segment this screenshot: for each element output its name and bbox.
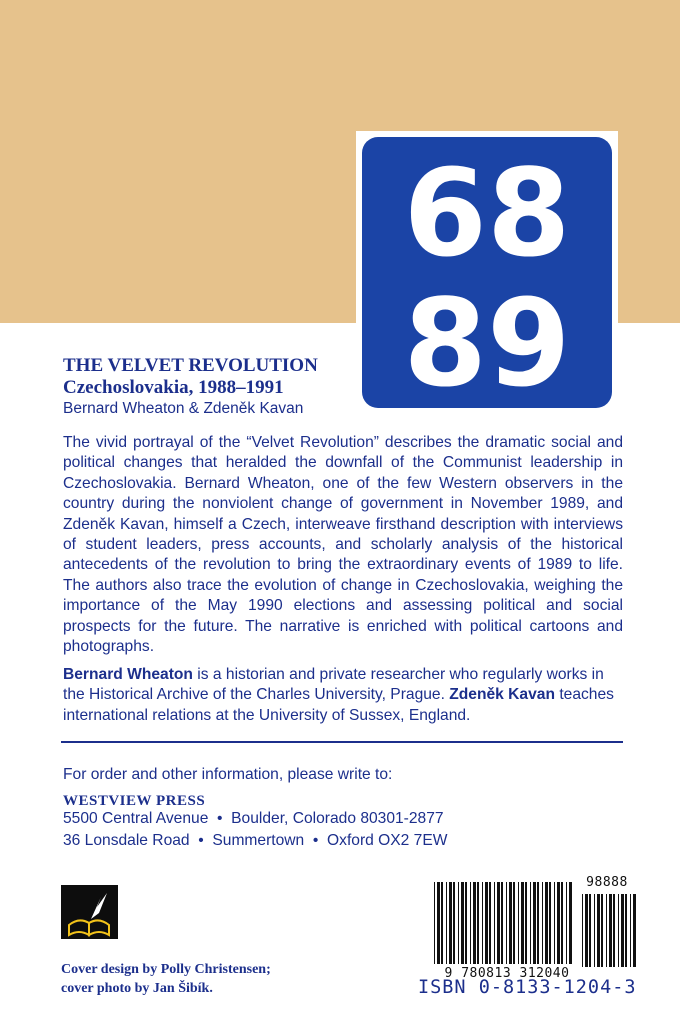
barcode [422, 872, 637, 990]
barcode-bar [533, 882, 536, 964]
publisher-logo [61, 885, 118, 939]
order-prompt: For order and other information, please write to: [63, 766, 393, 783]
book-subtitle: Czechoslovakia, 1988–1991 [63, 377, 284, 398]
cover-photo-credit: cover photo by Jan Šibík. [61, 981, 213, 996]
barcode-bar [566, 882, 567, 964]
barcode-bar [437, 882, 440, 964]
barcode-bar [449, 882, 452, 964]
publisher-address-us: 5500 Central Avenue • Boulder, Colorado 80301-2877 [63, 810, 444, 827]
barcode-bar [554, 882, 555, 964]
barcode-bar [477, 882, 479, 964]
barcode-bar [518, 882, 519, 964]
logo-number-top: 68 [403, 145, 571, 284]
barcode-bar [585, 894, 588, 967]
book-authors: Bernard Wheaton & Zdeněk Kavan [63, 400, 304, 417]
author-name-2: Zdeněk Kavan [449, 686, 555, 704]
barcode-bar [613, 894, 615, 967]
author-bio-text-1: is a historian and private researcher who regularly works in the Historical Archive of the Charles University, Prague. [63, 666, 604, 704]
barcode-bar [482, 882, 483, 964]
barcode-bar [618, 894, 619, 967]
publisher-address-uk: 36 Lonsdale Road • Summertown • Oxford OX2 7EW [63, 832, 448, 849]
author-bio [63, 665, 623, 726]
barcode-bar [601, 894, 603, 967]
barcode-bar [441, 882, 443, 964]
barcode-bar [557, 882, 560, 964]
cover-design-credit: Cover design by Polly Christensen; [61, 962, 271, 977]
barcode-bar [525, 882, 527, 964]
author-bio-text-2: teaches international relations at the University of Sussex, England. [63, 686, 614, 724]
barcode-bar [561, 882, 563, 964]
barcode-bar [569, 882, 572, 964]
barcode-addon-number: 98888 [586, 875, 628, 890]
barcode-bar [513, 882, 515, 964]
barcode-bar [542, 882, 543, 964]
author-name-1: Bernard Wheaton [63, 666, 193, 683]
barcode-bar [501, 882, 503, 964]
barcode-bar [506, 882, 507, 964]
barcode-ean-number: 9 780813 312040 [444, 966, 570, 981]
barcode-bar [473, 882, 476, 964]
barcode-bar [509, 882, 512, 964]
cover-credits [61, 960, 271, 998]
barcode-bar [606, 894, 607, 967]
barcode-bar [446, 882, 447, 964]
barcode-bar [461, 882, 464, 964]
logo-number-bottom: 89 [403, 275, 571, 414]
barcode-bar [621, 894, 624, 967]
title-block [63, 355, 318, 418]
barcode-bar [597, 894, 600, 967]
barcode-bar [494, 882, 495, 964]
divider-rule [61, 741, 623, 743]
barcode-bar [625, 894, 627, 967]
publisher-name: WESTVIEW PRESS [63, 793, 206, 809]
book-title: THE VELVET REVOLUTION [63, 355, 318, 376]
barcode-bar [609, 894, 612, 967]
barcode-bar [537, 882, 539, 964]
barcode-bar [582, 894, 583, 967]
barcode-bar [594, 894, 595, 967]
series-logo [356, 131, 618, 414]
barcode-bar [485, 882, 488, 964]
barcode-bar [458, 882, 459, 964]
barcode-bar [470, 882, 471, 964]
barcode-bar [633, 894, 636, 967]
barcode-bar [465, 882, 467, 964]
barcode-bar [489, 882, 491, 964]
barcode-bar [453, 882, 455, 964]
barcode-bar [530, 882, 531, 964]
open-book-icon [61, 885, 118, 939]
barcode-bar [545, 882, 548, 964]
barcode-bar [589, 894, 591, 967]
book-description: The vivid portrayal of the “Velvet Revolution” describes the dramatic social and political changes that heralded the downfall of the Communist leadership in Czechoslovakia. Bernard Wheaton, one of the few Western observers in the country during the nonviolent change of government in November 1989, and Zdeněk Kavan, himself a Czech, interweave firsthand description with interviews of student leaders, press accounts, and scholarly analysis of the historical antecedents of the revolution to bring the extraordinary events of 1989 to life. The authors also trace the evolution of change in Czechoslovakia, weighing the importance of the May 1990 elections and assessing political and social prospects for the future. The narrative is enriched with political cartoons and photographs. [63, 434, 623, 656]
barcode-bar [630, 894, 631, 967]
barcode-bar [497, 882, 500, 964]
barcode-bar [549, 882, 551, 964]
barcode-bar [434, 882, 435, 964]
barcode-bar [521, 882, 524, 964]
isbn-number: ISBN 0-8133-1204-3 [418, 977, 637, 998]
series-logo-panel [362, 137, 612, 414]
